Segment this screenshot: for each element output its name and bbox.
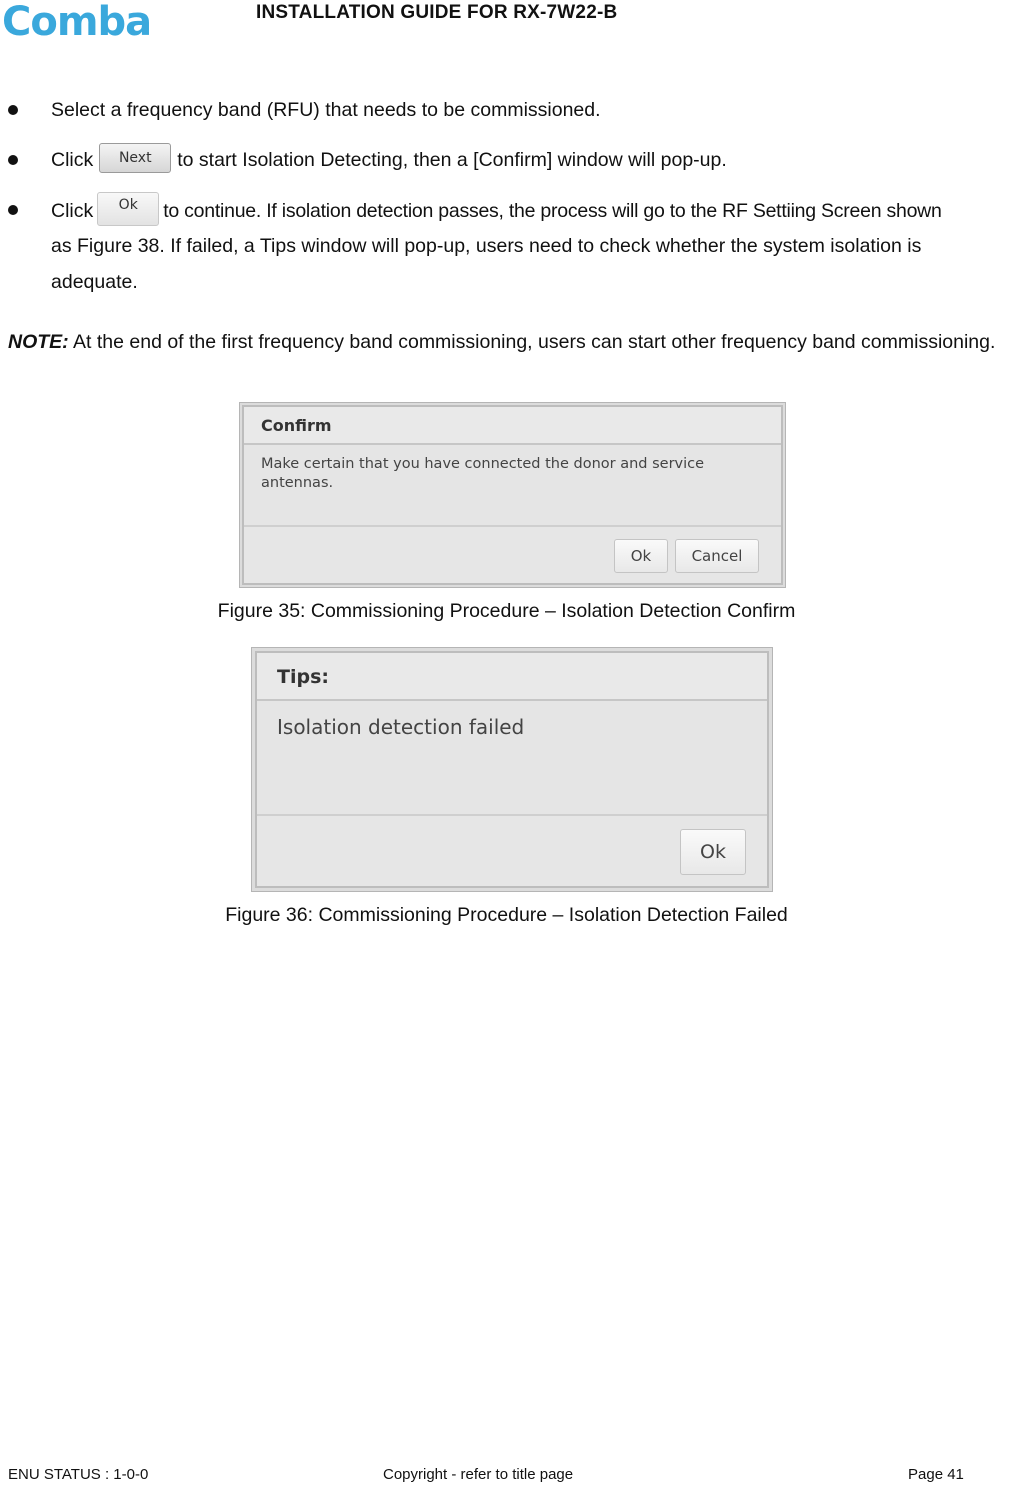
confirm-message-line: Make certain that you have connected the donor and service — [261, 456, 705, 472]
confirm-dialog-title: Confirm — [261, 416, 332, 435]
confirm-dialog — [242, 405, 783, 585]
list-item-text: adequate. — [51, 271, 138, 293]
logo-text: Comba — [2, 2, 152, 42]
tips-dialog-figure — [251, 647, 773, 892]
list-item-text: Select a frequency band (RFU) that needs to be commissioned. — [51, 99, 601, 121]
footer-page-number: Page 41 — [908, 1466, 964, 1483]
confirm-dialog-figure — [239, 402, 786, 588]
bullet-icon — [8, 155, 18, 165]
list-item-text: as Figure 38. If failed, a Tips window will pop-up, users need to check whether the system isolation is — [51, 235, 922, 257]
tips-dialog-header — [257, 653, 767, 701]
note-paragraph — [8, 330, 998, 354]
click-word: Click — [51, 200, 94, 223]
confirm-message-line: antennas. — [261, 475, 334, 491]
footer-status: ENU STATUS : 1-0-0 — [8, 1466, 149, 1483]
tips-dialog — [255, 651, 769, 888]
next-button-image: Next — [99, 143, 171, 173]
tips-dialog-message: Isolation detection failed — [277, 715, 525, 739]
ok-button[interactable]: Ok — [680, 829, 746, 875]
document-title: INSTALLATION GUIDE FOR RX-7W22-B — [256, 2, 618, 23]
list-item-text — [51, 142, 727, 179]
figure-35-caption: Figure 35: Commissioning Procedure – Isolation Detection Confirm — [217, 600, 796, 622]
tips-dialog-footer — [257, 814, 767, 886]
bullet-icon — [8, 105, 18, 115]
click-word: Click — [51, 149, 94, 171]
confirm-dialog-footer — [244, 525, 781, 583]
cancel-button[interactable]: Cancel — [675, 539, 759, 573]
ok-button-image: Ok — [97, 192, 159, 226]
confirm-dialog-message — [261, 455, 704, 493]
confirm-dialog-header — [244, 407, 781, 445]
list-item-text-tail: to start Isolation Detecting, then a [Confirm] window will pop-up. — [177, 149, 727, 171]
ok-button[interactable]: Ok — [614, 539, 668, 573]
bullet-icon — [8, 205, 18, 215]
comba-logo — [2, 2, 182, 42]
list-item-text — [51, 192, 942, 232]
note-text: At the end of the first frequency band commissioning, users can start other frequency band commissioning. — [73, 331, 996, 353]
list-item-text-tail: to continue. If isolation detection passes, the process will go to the RF Settiing Screen shown — [163, 200, 942, 223]
tips-dialog-title: Tips: — [277, 666, 329, 688]
figure-36-caption: Figure 36: Commissioning Procedure – Isolation Detection Failed — [225, 904, 788, 926]
note-label: NOTE: — [8, 331, 69, 353]
footer-copyright: Copyright - refer to title page — [383, 1466, 574, 1483]
